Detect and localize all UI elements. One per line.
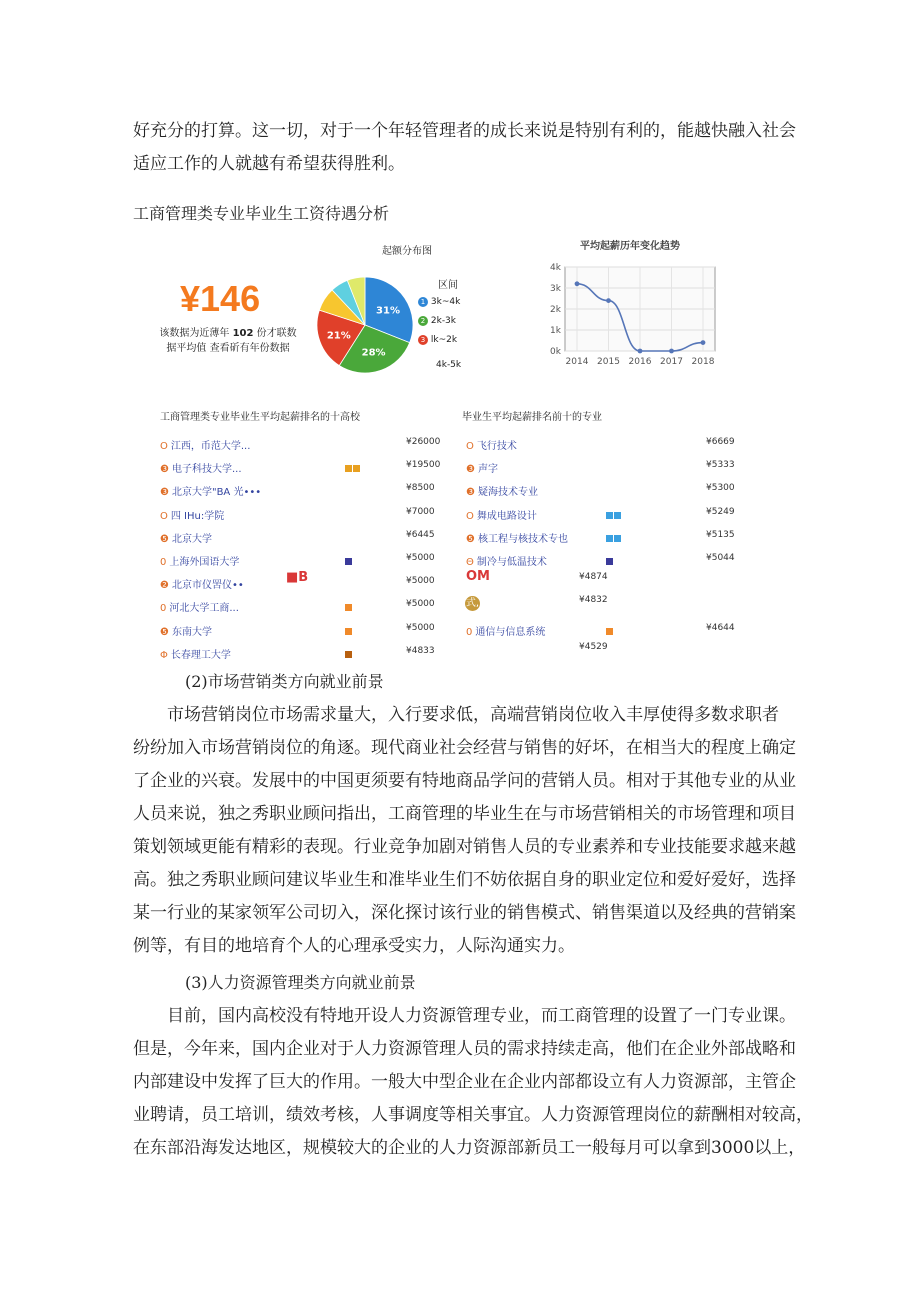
- ranking-bar: [606, 534, 622, 541]
- ranking-value: ¥7000: [406, 506, 435, 517]
- y-tick-label: 0k: [550, 347, 561, 357]
- ranking-row: [466, 595, 726, 615]
- left-table-big-mark: ■B: [286, 570, 309, 585]
- text-line: 了企业的兴衰。发展中的中国更须要有特地商品学问的营销人员。相对于其他专业的从业: [133, 771, 796, 791]
- rank-bullet-icon: ❺: [160, 626, 169, 638]
- ranking-value: ¥4874: [579, 572, 608, 583]
- ranking-row: [160, 460, 441, 476]
- legend-bullet-icon: 2: [418, 316, 428, 326]
- data-point: [669, 349, 674, 354]
- section-heading: 工商管理类专业毕业生工资待遇分析: [133, 204, 390, 223]
- ranking-value: ¥5333: [706, 460, 735, 471]
- ranking-name: [160, 599, 239, 614]
- ranking-row: [466, 437, 735, 453]
- rank-bullet-icon: ❺: [466, 533, 475, 545]
- legend-label: lk~2k: [430, 335, 458, 345]
- ranking-label: 四 IHu:学院: [170, 510, 225, 522]
- rank-bullet-icon: O: [466, 510, 474, 522]
- bar-segment: [614, 512, 621, 519]
- note-count: 102: [232, 328, 254, 339]
- legend-label: 2k-3k: [430, 316, 456, 326]
- ranking-row: [466, 529, 735, 546]
- legend-label: 4k-5k: [436, 360, 462, 370]
- rank-bullet-icon: Φ: [160, 649, 168, 661]
- text-line: 好充分的打算。这一切，对于一个年轻管理者的成长来说是特别有利的，能越快融入社会: [133, 121, 796, 141]
- ranking-value: ¥4644: [706, 622, 735, 633]
- ranking-row: [160, 437, 441, 453]
- ranking-value: ¥4833: [406, 645, 435, 656]
- text-line: 适应工作的人就越有希望获得胜利。: [133, 154, 405, 174]
- y-tick-label: 3k: [550, 284, 561, 294]
- data-point: [575, 281, 580, 286]
- bar-segment: [345, 628, 352, 635]
- section-2-title: (2)市场营销类方向就业前景: [185, 672, 384, 691]
- text-line: 内部建设中发挥了巨大的作用。一般大中型企业在企业内部都设立有人力资源部，主管企: [133, 1072, 796, 1092]
- text-line: 但是，今年来，国内企业对于人力资源管理人员的需求持续走高，他们在企业外部战略和: [133, 1039, 796, 1059]
- ranking-row: [466, 483, 735, 499]
- x-tick-label: 2014: [565, 357, 589, 367]
- pie-slice-label: 31%: [376, 305, 400, 317]
- legend-title: 区间: [438, 280, 458, 291]
- rank-bullet-icon: 0: [466, 626, 473, 638]
- bar-segment: [345, 465, 352, 472]
- ranking-name: [466, 530, 568, 545]
- bar-segment: [345, 651, 352, 658]
- y-tick-label: 1k: [550, 326, 561, 336]
- text-line: 目前，国内高校没有特地开设人力资源管理专业，而工商管理的设置了一门专业课。: [167, 1006, 796, 1026]
- ranking-name: [466, 553, 547, 568]
- ranking-name: [466, 507, 537, 522]
- bar-segment: [614, 535, 621, 542]
- text-line: 市场营销岗位市场需求量大，入行要求低，高端营销岗位收入丰厚使得多数求职者: [167, 705, 779, 725]
- ranking-value: ¥5000: [406, 599, 435, 610]
- ranking-value: ¥4832: [579, 595, 608, 606]
- pie-title: 起额分布图: [382, 246, 432, 257]
- salary-distribution-pie-chart: [310, 240, 510, 380]
- average-salary-value: ¥146: [180, 278, 261, 319]
- ranking-row: [466, 553, 735, 569]
- ranking-name: [160, 437, 250, 452]
- right-table-om-mark: OM: [466, 569, 490, 584]
- line-chart-title: 平均起薪历年变化趋势: [580, 241, 680, 252]
- rank-bullet-icon: ❸: [466, 464, 475, 476]
- rank-bullet-icon: ❸: [160, 464, 169, 476]
- ranking-bar: [606, 627, 614, 634]
- ranking-label: 声字: [477, 464, 498, 476]
- average-salary-note: [158, 326, 298, 356]
- ranking-row: [160, 645, 435, 662]
- rank-bullet-icon: Θ: [466, 557, 474, 568]
- ranking-name: [466, 623, 545, 638]
- ranking-row: [466, 622, 735, 639]
- ranking-bar: [606, 511, 622, 518]
- ranking-label: 疑海技术专业: [477, 487, 538, 499]
- ranking-name: [466, 437, 517, 452]
- ranking-value: ¥5249: [706, 506, 735, 517]
- bar-segment: [353, 465, 360, 472]
- ranking-label: 江西，币范大学...: [170, 441, 251, 452]
- ranking-row: [160, 599, 435, 615]
- ranking-name: [160, 507, 224, 522]
- ranking-name: [160, 460, 242, 475]
- ranking-label: 北京市仪罟仪••: [171, 580, 244, 592]
- bar-segment: [606, 512, 613, 519]
- data-point: [701, 340, 706, 345]
- ranking-name: [160, 530, 212, 545]
- rank-bullet-icon: ❸: [466, 487, 475, 499]
- ranking-row: [160, 553, 435, 569]
- text-line: 策划领域更能有精彩的表现。行业竞争加剧对销售人员的专业素养和专业技能要求越来越: [133, 837, 796, 857]
- bar-segment: [345, 558, 352, 565]
- ranking-name: [466, 483, 538, 498]
- ranking-label: 上海外国语大学: [169, 557, 240, 568]
- ranking-row: [466, 506, 735, 523]
- ranking-label: 北京大学"BA 光•••: [171, 487, 262, 499]
- ranking-row: [466, 460, 735, 476]
- legend-bullet-icon: 3: [418, 335, 428, 345]
- ranking-bar: [606, 557, 614, 564]
- ranking-name: [160, 623, 212, 638]
- ranking-name: [160, 553, 239, 568]
- y-tick-label: 2k: [550, 305, 561, 315]
- ranking-label: 东南大学: [171, 626, 212, 638]
- ranking-row: [466, 641, 726, 662]
- x-tick-label: 2016: [628, 357, 652, 367]
- ranking-value: ¥19500: [406, 460, 441, 471]
- ranking-bar: [345, 603, 353, 610]
- section-2-body: [133, 699, 796, 963]
- text-line: 业聘请，员工培训，绩效考核，人事调度等相关事宜。人力资源管理岗位的薪酬相对较高，: [133, 1105, 813, 1125]
- rank-bullet-icon: O: [160, 441, 168, 452]
- rank-bullet-icon: ❺: [160, 533, 169, 545]
- text-line: 在东部沿海发达地区，规模较大的企业的人力资源部新员工一般每月可以拿到3000以上，: [133, 1138, 806, 1158]
- ranking-value: ¥5000: [406, 622, 435, 633]
- text-line: 某一行业的某家领军公司切入，深化探讨该行业的销售模式、销售渠道以及经典的营销案: [133, 903, 796, 923]
- legend-item: [418, 316, 461, 335]
- x-tick-label: 2017: [660, 357, 683, 367]
- text-line: 高。独之秀职业顾问建议毕业生和准毕业生们不妨依据自身的职业定位和爱好爱好，选择: [133, 870, 796, 890]
- data-point: [606, 298, 611, 303]
- ranking-bar: [345, 464, 361, 471]
- ranking-label: 电子科技大学...: [171, 464, 242, 476]
- note-text-b: 份才联数 据平均值 查看斫有年份数据: [166, 328, 297, 354]
- data-point: [638, 349, 643, 354]
- text-line: 纷纷加入市场营销岗位的角逐。现代商业社会经营与销售的好坏，在相当大的程度上确定: [133, 738, 796, 758]
- legend-bullet-icon: 1: [418, 297, 428, 307]
- ranking-row: [160, 622, 435, 639]
- ranking-value: ¥8500: [406, 483, 435, 494]
- note-text-a: 该数据为近薄年: [159, 328, 230, 339]
- ranking-value: ¥4529: [579, 641, 608, 652]
- ranking-value: ¥6669: [706, 437, 735, 447]
- line-grid: [565, 267, 715, 351]
- ranking-value: ¥5135: [706, 529, 735, 540]
- ranking-row: [160, 529, 435, 546]
- bar-segment: [606, 535, 613, 542]
- section-3-title: (3)人力资源管理类方向就业前景: [185, 973, 416, 992]
- pie-slice-label: 21%: [326, 330, 351, 342]
- ranking-label: 舞成电路设计: [476, 510, 537, 522]
- ranking-bar: [345, 650, 353, 657]
- ranking-label: 制冷与低温技术: [476, 557, 547, 568]
- bar-segment: [606, 558, 613, 565]
- text-line: 人员来说，独之秀职业顾问指出，工商管理的毕业生在与市场营销相关的市场管理和项目: [133, 804, 796, 824]
- ranking-value: ¥6445: [406, 529, 435, 540]
- ranking-value: ¥5000: [406, 576, 435, 587]
- x-tick-label: 2018: [691, 357, 715, 367]
- ranking-value: ¥5044: [706, 553, 735, 563]
- ranking-name: [160, 576, 244, 591]
- rank-bullet-icon: 0: [160, 603, 167, 615]
- ranking-name: [466, 460, 498, 475]
- ranking-name: [160, 646, 231, 661]
- bar-segment: [345, 604, 352, 611]
- legend-item: [418, 297, 461, 316]
- rank-bullet-icon: O: [466, 441, 474, 452]
- left-table-title: 工商管理类专业毕业生平均起薪排名的十高校: [160, 412, 360, 423]
- ranking-label: 通信与信息系统: [475, 626, 546, 638]
- ranking-bar: [345, 557, 353, 564]
- ranking-label: 飞行技术: [476, 441, 517, 452]
- ranking-value: ¥5000: [406, 553, 435, 563]
- legend-item: [436, 360, 461, 370]
- legend-label: 3k~4k: [430, 297, 461, 307]
- legend-item: [418, 335, 461, 354]
- ranking-value: ¥5300: [706, 483, 735, 494]
- ranking-label: 河北大学工商...: [169, 603, 239, 615]
- text-line: 例等，有目的地培育个人的心理承受实力，人际沟通实力。: [133, 936, 575, 956]
- ranking-row: [160, 483, 435, 499]
- section-3-body: [133, 1000, 813, 1165]
- ranking-row: [160, 506, 435, 523]
- paragraph-intro: [133, 115, 796, 181]
- ranking-label: 北京大学: [171, 533, 212, 545]
- rank-bullet-icon: ❷: [160, 580, 169, 592]
- pie-slices: [317, 277, 413, 373]
- right-table-title: 毕业生平均起薪排名前十的专业: [462, 412, 602, 423]
- rank-bullet-icon: ❸: [160, 487, 169, 499]
- x-tick-label: 2015: [597, 357, 620, 367]
- rank-bullet-icon: 0: [160, 557, 167, 568]
- pie-slice-label: 28%: [361, 347, 386, 359]
- pie-legend: [418, 276, 461, 370]
- ranking-row: [466, 572, 726, 592]
- y-tick-label: 4k: [550, 263, 561, 273]
- ranking-value: ¥26000: [406, 437, 441, 447]
- salary-trend-line-chart: [535, 235, 735, 375]
- right-table-coin-icon: 式,: [465, 598, 480, 609]
- rank-bullet-icon: O: [160, 510, 168, 522]
- ranking-label: 核工程与核技术专也: [477, 533, 568, 545]
- ranking-name: [160, 483, 261, 498]
- ranking-label: 长春理工大学: [170, 649, 231, 661]
- ranking-bar: [345, 627, 353, 634]
- bar-segment: [606, 628, 613, 635]
